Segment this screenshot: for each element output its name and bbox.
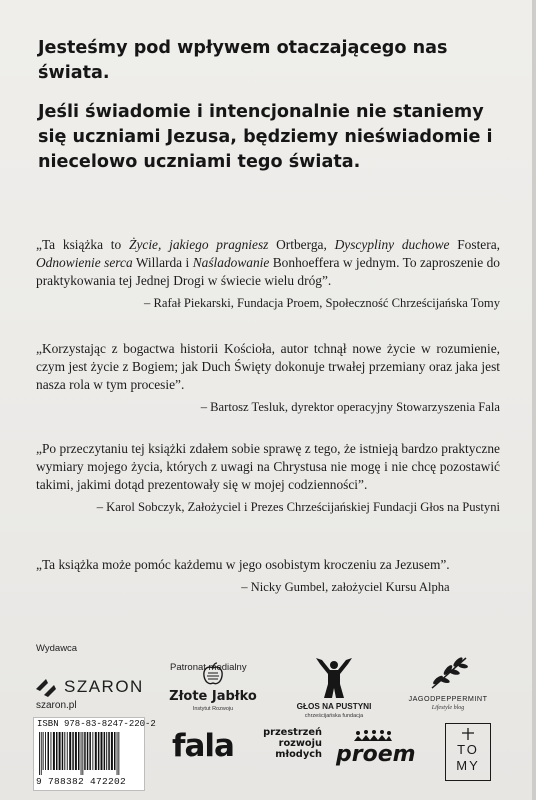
lead-line-2: Jeśli świadomie i intencjonalnie nie staniemy się uczniami Jezusa, będziemy nieświadomie i niecelowo uczniami tego świata. bbox=[38, 102, 493, 172]
tomy-name: TO MY bbox=[456, 742, 480, 773]
endorsement-text: „Ta książka może pomóc każdemu w jego osobistym kroczeniu za Jezusem”. bbox=[36, 557, 450, 572]
cross-icon bbox=[462, 728, 474, 740]
patronage-label: Patronat medialny bbox=[170, 662, 247, 673]
endorsement-text: „Korzystając z bogactwa historii Kościoła, autor tchnął nowe życie w rozumienie, czym jest życie z Bogiem; jak Duch Święty dokonuje trwałej przemiany oraz jaka jest nasza rola w tym procesie”. bbox=[36, 341, 500, 392]
glos-na-pustyni-sub: chrześcijańska fundacja bbox=[304, 713, 364, 719]
jagodpeppermint-logo bbox=[398, 654, 498, 714]
raised-arms-figure-icon bbox=[314, 656, 354, 700]
endorsement-author: – Nicky Gumbel, założyciel Kursu Alpha bbox=[241, 580, 450, 594]
endorsement-2 bbox=[36, 340, 500, 416]
fala-tagline: przestrzeń rozwoju młodych bbox=[263, 727, 322, 760]
endorsement-3 bbox=[36, 440, 500, 516]
glos-na-pustyni-logo bbox=[294, 656, 374, 720]
tomy-logo bbox=[445, 723, 491, 781]
fala-logo: fala bbox=[172, 728, 234, 764]
jagodpeppermint-name: JAGODPEPPERMINT bbox=[408, 694, 488, 703]
szaron-mark-icon bbox=[34, 675, 60, 701]
apple-icon bbox=[202, 662, 224, 686]
barcode-bars bbox=[38, 732, 140, 775]
zlote-jablko-name: Złote Jabłko bbox=[169, 689, 257, 704]
endorsement-author: – Bartosz Tesluk, dyrektor operacyjny Stowarzyszenia Fala bbox=[200, 400, 500, 414]
spine-edge bbox=[532, 0, 536, 800]
publisher-url: szaron.pl bbox=[36, 700, 77, 711]
publisher-label: Wydawca bbox=[36, 643, 78, 654]
jagodpeppermint-sub: Lifestyle blog bbox=[431, 705, 465, 711]
endorsement-4 bbox=[36, 556, 450, 596]
isbn-number: ISBN 978-83-8247-220-2 bbox=[37, 719, 156, 729]
lead-line-1: Jesteśmy pod wpływem otaczającego nas świata. bbox=[38, 38, 448, 83]
crown-people-icon bbox=[352, 730, 392, 742]
lead-statement bbox=[38, 36, 508, 175]
szaron-name: SZARON bbox=[64, 677, 144, 696]
zlote-jablko-sub: Instytut Rozwoju bbox=[192, 706, 234, 712]
endorsement-text: „Po przeczytaniu tej książki zdałem sobie sprawę z tego, że istnieją bardzo praktyczne wymiary mojego życia, których z uwagi na Chrystusa nie mogę i nie chcę pozostawić takimi, jakimi dotąd prezentowały się w mojej codzienności”. bbox=[36, 441, 500, 492]
barcode-digits: 9 788382 472202 bbox=[36, 776, 127, 787]
isbn-barcode bbox=[33, 717, 156, 791]
endorsement-author: – Karol Sobczyk, Założyciel i Prezes Chrześcijańskiej Fundacji Głos na Pustyni bbox=[96, 500, 500, 514]
endorsement-text: „Ta książka to Życie, jakiego pragniesz Ortberga, Dyscypliny duchowe Fostera, Odnowienie serca Willarda i Naśladowanie Bonhoeffera w jednym. To zaproszenie do praktykowania tej Jednej Drogi w świecie wielu dróg”. bbox=[36, 237, 501, 288]
olive-branch-icon bbox=[426, 654, 470, 692]
zlote-jablko-logo bbox=[168, 660, 258, 720]
proem-name: proem bbox=[336, 742, 416, 767]
endorsement-author: – Rafał Piekarski, Fundacja Proem, Społeczność Chrześcijańska Tomy bbox=[144, 296, 500, 310]
endorsement-1 bbox=[36, 236, 500, 312]
glos-na-pustyni-name: GŁOS NA PUSTYNI bbox=[296, 702, 372, 711]
proem-logo bbox=[336, 730, 426, 774]
